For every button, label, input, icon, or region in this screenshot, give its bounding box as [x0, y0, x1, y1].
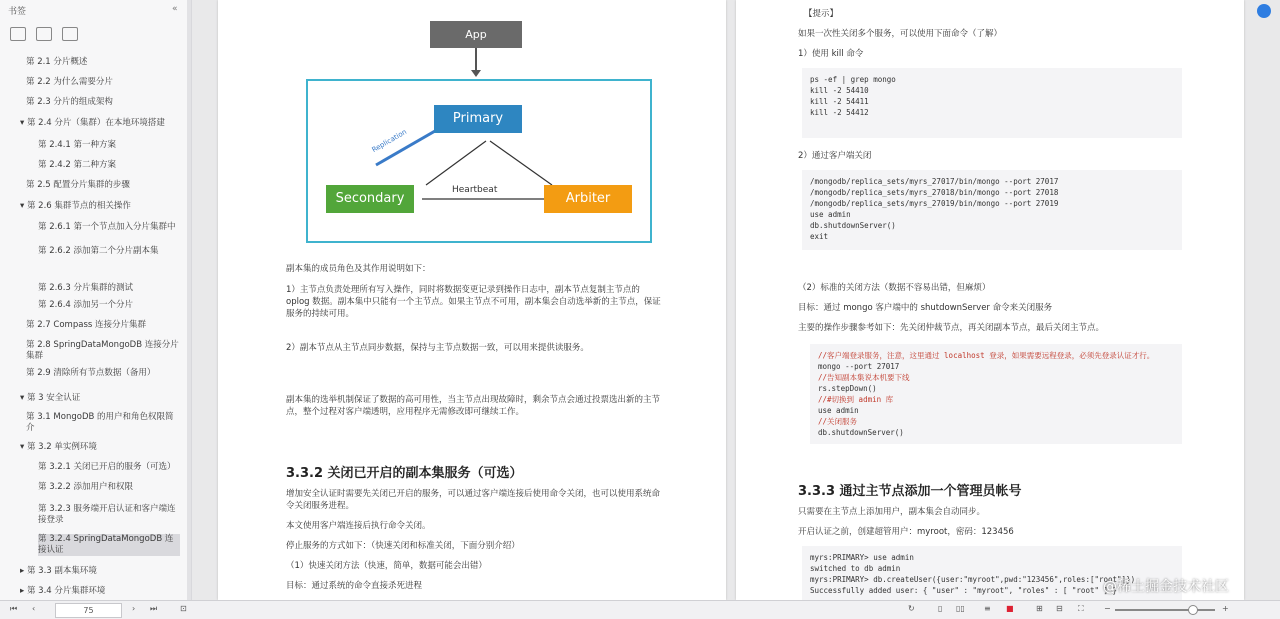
code-line: use admin [818, 406, 859, 415]
diagram-caption: 副本集的成员角色及其作用说明如下： [286, 264, 431, 274]
primary-node: Primary [434, 105, 522, 133]
toc-item[interactable]: 第 3.2.2 添加用户和权限 [38, 482, 134, 492]
rotate-icon[interactable]: ↻ [908, 604, 915, 613]
toc-item[interactable]: ▾ 第 2.4 分片（集群）在本地环境搭建 [20, 118, 165, 128]
bookmark-icon[interactable] [10, 27, 26, 41]
toc-item[interactable]: 第 3.2.3 服务端开启认证和客户端连接登录 [38, 504, 176, 525]
sidebar-scrollbar[interactable] [187, 0, 191, 600]
status-bar [0, 600, 1280, 619]
toc-item[interactable]: 第 2.6.2 添加第二个分片副本集 [38, 246, 159, 256]
code-block-kill [802, 68, 1182, 138]
code-line: myrs:PRIMARY> use admin [810, 553, 914, 562]
toc-item[interactable]: 第 2.6.1 第一个节点加入分片集群中 [38, 222, 176, 232]
code-line: /mongodb/replica_sets/myrs_27017/bin/mongo --port 27017 [810, 177, 1059, 186]
sidebar-title: 书签 [8, 7, 27, 17]
paragraph-1: 1）主节点负责处理所有写入操作，同时将数据变更记录到操作日志中，副本节点复制主节点的 oplog 数据。副本集中只能有一个主节点。如果主节点不可用，副本集会自动选举新的主节点，保证服务的持续可用。 [286, 285, 661, 319]
rp-paragraph-7: 只需要在主节点上添加用户，副本集会自动同步。 [798, 507, 986, 517]
toc-item[interactable]: 第 3.2.1 关闭已开启的服务（可选） [38, 462, 176, 472]
document-view [196, 0, 1246, 600]
zoom-out-button[interactable]: − [1104, 604, 1111, 613]
toc-item[interactable]: ▸ 第 3.3 副本集环境 [20, 566, 97, 576]
edge-sidebar-icon[interactable] [1257, 4, 1271, 18]
code-line: Successfully added user: { "user" : "myroot", "roles" : [ "root" ] } [810, 586, 1118, 595]
toc-item[interactable]: 第 2.3 分片的组成架构 [26, 97, 113, 107]
toc-item[interactable]: 第 2.4.2 第二种方案 [38, 160, 117, 170]
toc-item[interactable]: 第 2.7 Compass 连接分片集群 [26, 320, 147, 330]
rp-paragraph-3: 2）通过客户端关闭 [798, 151, 872, 161]
toc-item[interactable]: ▸ 第 3.4 分片集群环境 [20, 586, 106, 596]
code-line: ps -ef | grep mongo [810, 75, 896, 84]
right-page [736, 0, 1244, 600]
bookmark-sidebar [0, 0, 192, 600]
rp-paragraph-2: 1）使用 kill 命令 [798, 49, 864, 59]
section-heading-332: 3.3.2 关闭已开启的副本集服务（可选） [286, 466, 523, 481]
single-page-icon[interactable]: ▯ [938, 604, 943, 613]
code-block-standard-shutdown [810, 344, 1182, 444]
paragraph-4: 增加安全认证时需要先关闭已开启的服务，可以通过客户端连接后使用命令关闭，也可以使用系统命令关闭服务进程。 [286, 489, 661, 511]
toc-item[interactable]: ▾ 第 2.6 集群节点的相关操作 [20, 201, 131, 211]
toc-item[interactable]: 第 2.9 清除所有节点数据（备用） [26, 368, 156, 378]
rp-paragraph-8: 开启认证之前，创建超管用户：myroot，密码：123456 [798, 527, 1014, 537]
rp-paragraph-1: 如果一次性关闭多个服务，可以使用下面命令（了解） [798, 29, 1003, 39]
toc-item[interactable]: 第 2.5 配置分片集群的步骤 [26, 180, 130, 190]
sidebar-toolbar [10, 27, 78, 41]
first-page-icon[interactable]: ⏮ [10, 604, 18, 613]
arrow-down-icon [470, 48, 482, 78]
toc-item[interactable]: 第 3.2.4 SpringDataMongoDB 连接认证 [38, 534, 180, 556]
section-heading-333: 3.3.3 通过主节点添加一个管理员帐号 [798, 484, 1022, 499]
code-line: db.shutdownServer() [810, 221, 896, 230]
book-view-icon[interactable]: ⊟ [1056, 604, 1063, 613]
expand-icon[interactable] [36, 27, 52, 41]
rp-paragraph-6: 主要的操作步骤参考如下：先关闭仲裁节点，再关闭副本节点，最后关闭主节点。 [798, 323, 1105, 333]
paragraph-2: 2）副本节点从主节点同步数据，保持与主节点数据一致，可以用来提供读服务。 [286, 343, 589, 353]
sidebar-close-button[interactable]: « [172, 4, 178, 14]
replication-label: Replication [370, 127, 409, 155]
toc-item[interactable]: 第 3.1 MongoDB 的用户和角色权限简介 [26, 412, 174, 433]
prev-page-icon[interactable]: ‹ [32, 604, 36, 613]
next-page-icon[interactable]: › [132, 604, 136, 613]
code-line: kill -2 54412 [810, 108, 869, 117]
zoom-slider[interactable] [1115, 609, 1215, 611]
last-page-icon[interactable]: ⏭ [150, 604, 158, 613]
paragraph-5: 本文使用客户端连接后执行命令关闭。 [286, 521, 431, 531]
code-line: //#切换到 admin 库 [818, 395, 894, 404]
page-number-input[interactable]: 75 [55, 603, 122, 618]
code-line: kill -2 54410 [810, 86, 869, 95]
code-block-shutdown [802, 170, 1182, 250]
toc-item[interactable]: ▾ 第 3.2 单实例环境 [20, 442, 97, 452]
continuous-icon[interactable]: ≡ [984, 604, 991, 613]
toc-item[interactable]: ▾ 第 3 安全认证 [20, 393, 81, 403]
rp-paragraph-4: （2）标准的关闭方法（数据不容易出错，但麻烦） [798, 283, 991, 293]
code-line: myrs:PRIMARY> db.createUser({user:"myroot",pwd:"123456",roles:["root"]}) [810, 575, 1136, 584]
code-line: mongo --port 27017 [818, 362, 900, 371]
left-page [218, 0, 726, 600]
code-line: //关闭服务 [818, 417, 858, 426]
code-line: rs.stepDown() [818, 384, 877, 393]
code-line: /mongodb/replica_sets/myrs_27019/bin/mongo --port 27019 [810, 199, 1059, 208]
arbiter-node: Arbiter [544, 185, 632, 213]
code-line: exit [810, 232, 829, 241]
paragraph-7: （1）快速关闭方法（快速，简单，数据可能会出错） [286, 561, 487, 571]
paragraph-3: 副本集的选举机制保证了数据的高可用性，当主节点出现故障时，剩余节点会通过投票选出新的主节点，整个过程对客户端透明，应用程序无需修改即可继续工作。 [286, 395, 661, 417]
collapse-icon[interactable] [62, 27, 78, 41]
fullscreen-icon[interactable]: ⛶ [1078, 604, 1084, 613]
paragraph-8: 目标：通过系统的命令直接杀死进程 [286, 581, 423, 591]
toc-item[interactable]: 第 2.8 SpringDataMongoDB 连接分片集群 [26, 340, 179, 361]
grid-view-icon[interactable]: ⊞ [1036, 604, 1043, 613]
double-page-icon[interactable]: ▯▯ [956, 604, 965, 613]
toc-item[interactable]: 第 2.4.1 第一种方案 [38, 140, 117, 150]
code-line: kill -2 54411 [810, 97, 869, 106]
record-icon[interactable]: ■ [1006, 604, 1014, 613]
replica-set-diagram [306, 79, 652, 243]
tip-label: 【提示】 [804, 9, 839, 19]
toc-item[interactable]: 第 2.1 分片概述 [26, 57, 88, 67]
secondary-node: Secondary [326, 185, 414, 213]
code-line: switched to db admin [810, 564, 901, 573]
zoom-slider-knob[interactable] [1188, 605, 1198, 615]
fit-page-icon[interactable]: ⊡ [180, 604, 187, 613]
code-line: //告知副本集说本机要下线 [818, 373, 910, 382]
toc-item[interactable]: 第 2.6.3 分片集群的测试 [38, 283, 134, 293]
code-line: db.shutdownServer() [818, 428, 904, 437]
heartbeat-label: Heartbeat [452, 185, 498, 195]
paragraph-6: 停止服务的方式如下：（快速关闭和标准关闭，下面分别介绍） [286, 541, 520, 551]
zoom-in-button[interactable]: + [1222, 604, 1229, 613]
app-box: App [430, 21, 522, 48]
toc-item[interactable]: 第 2.2 为什么需要分片 [26, 77, 113, 87]
watermark: @稀土掘金技术社区 [1103, 579, 1229, 595]
rp-paragraph-5: 目标：通过 mongo 客户端中的 shutdownServer 命令来关闭服务 [798, 303, 1053, 313]
code-line: use admin [810, 210, 851, 219]
toc-item[interactable]: 第 2.6.4 添加另一个分片 [38, 300, 134, 310]
code-line: /mongodb/replica_sets/myrs_27018/bin/mongo --port 27018 [810, 188, 1059, 197]
code-line: //客户端登录服务，注意，这里通过 localhost 登录，如果需要远程登录，必须先登录认证才行。 [818, 351, 1155, 360]
